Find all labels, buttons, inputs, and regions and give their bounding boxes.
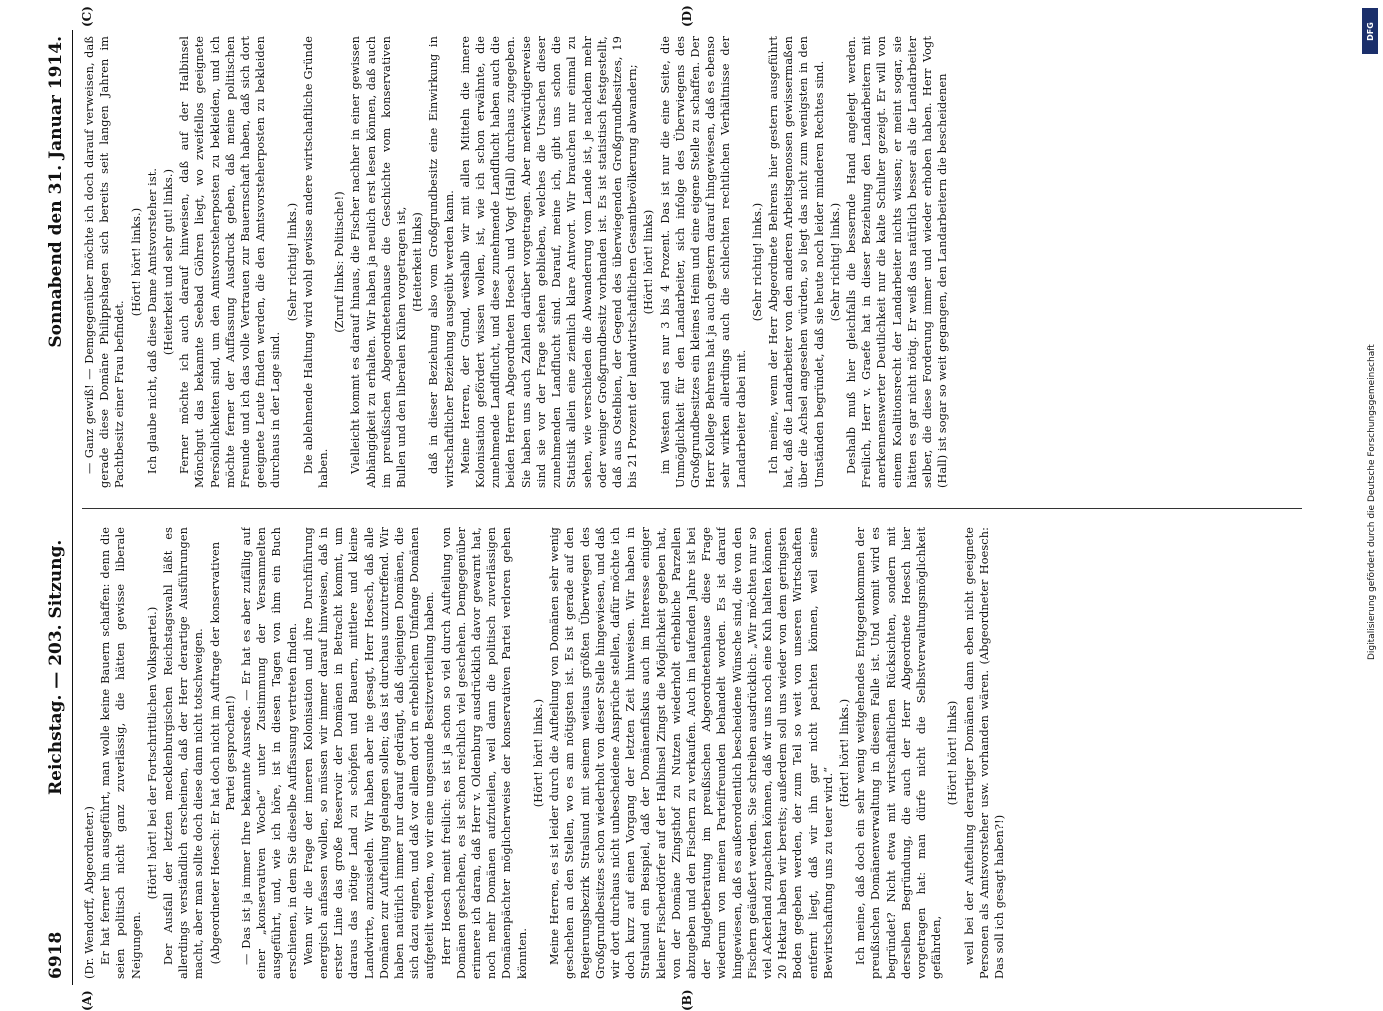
interjection: (Hört! hört! links.) — [129, 36, 144, 488]
rotated-page — [40, 30, 1315, 985]
margin-mark-a: (A) — [80, 990, 94, 1011]
dfg-logo — [1362, 8, 1378, 54]
digitization-credit — [1367, 60, 1381, 660]
paragraph: Ich glaube nicht, daß diese Dame Amtsvorsteher ist. — [145, 36, 160, 488]
paragraph: im Westen sind es nur 3 bis 4 Prozent. Das ist nur die eine Seite, die Unmöglichkeit für den Landarbeiter, sich infolge des Überwiegens des Großgrundbesitzes ein kleines Heim und eine eigene Stelle zu schaffen. Der Herr Kollege Behrens hat ja auch gestern darauf hingewiesen, daß es ebenso sehr wirken allerdings auch die schlechten rechtlichen Verhältnisse der Landarbeiter dabei mit. — [658, 36, 749, 488]
paragraph: Ich meine, daß doch ein sehr wenig weitgehendes Entgegenkommen der preußischen Domänenverwaltung in diesem Falle ist. Und womit wird es begründet? Nicht etwa mit wirtschaftlichen Rücksichten, sondern mit derselben Begründung, die auch der Herr Abgeordnete Hoesch hier vorgetragen hat: man dürfe nicht die Selbstverwaltungsmöglichkeit gefährden, — [853, 527, 944, 979]
left-column — [82, 527, 1307, 979]
interjection: (Zuruf links: Politische!) — [332, 36, 347, 488]
session-date: Sonnabend den 31. Januar 1914. — [46, 36, 66, 348]
paragraph: Deshalb muß hier gleichfalls die bessernde Hand angelegt werden. Freilich, Herr v. Graefe hat in dieser Beziehung den Landarbeitern mit anerkennenswerter Deutlichkeit nur die kalte Schulter gezeigt. Er will von einem Koalitionsrecht der Landarbeiter nichts wissen; er meint sogar, sie hätten es gar nicht nötig. Er weiß das natürlich besser als die Landarbeiter selber, die diese Forderung immer und wieder erhoben haben. Herr Vogt (Hall) ist sogar so weit gegangen, den Landarbeitern die bescheidenen — [844, 36, 950, 488]
paragraph: Der Ausfall der letzten mecklenburgischen Reichstagswahl läßt es allerdings verständlich erscheinen, daß der Herr derartige Ausführungen macht, aber man sollte doch diese dann nicht totschweigen. — [161, 527, 207, 979]
paragraph: Meine Herren, der Grund, weshalb wir mit allen Mitteln die innere Kolonisation gefördert wissen wollen, ist, wie ich schon erwähnte, die zunehmende Landflucht, und diese zunehmende Landflucht haben auch die beiden Herren Abgeordneten Hoesch und Vogt (Hall) durchaus zugegeben. Sie haben uns auch Zahlen darüber vorgetragen. Aber merkwürdigerweise sind sie vor der Frage stehen geblieben, welches die Ursachen dieser zunehmenden Landflucht sind. Darauf, meine ich, gibt uns schon die Statistik allein eine ziemlich klare Antwort. Wir brauchen nur einmal zu sehen, wie verschieden die Abwanderung vom Lande ist, je nachdem mehr oder weniger Großgrundbesitz vorhanden ist. Es ist statistisch festgestellt, daß aus Ostelbien, der Gegend des überwiegenden Großgrundbesitzes, 19 bis 21 Prozent der landwirtschaftlichen Gesamtbevölkerung abwandern; — [458, 36, 640, 488]
interjection: (Sehr richtig! links.) — [828, 36, 843, 488]
paragraph: Ich meine, wenn der Herr Abgeordnete Behrens hier gestern ausgeführt hat, daß die Landarbeiter von den anderen Arbeitsgenossen gewissermaßen über die Achsel angesehen würden, so liegt das nicht zum wenigsten in den Umständen begründet, daß sie heute noch leider minderen Rechtes sind. — [766, 36, 827, 488]
paragraph: Die ablehnende Haltung wird wohl gewisse andere wirtschaftliche Gründe haben. — [301, 36, 331, 488]
margin-mark-c: (C) — [80, 6, 94, 27]
interjection: (Sehr richtig! links.) — [285, 36, 300, 488]
paragraph: Er hat ferner hin ausgeführt, man wolle keine Bauern schaffen: denn die seien politisch nicht ganz zuverlässig, die hätten gewisse liberale Neigungen. — [98, 527, 144, 979]
interjection: (Hört! hört! bei der Fortschrittlichen Volkspartei.) — [145, 527, 160, 979]
paragraph: daß in dieser Beziehung also vom Großgrundbesitz eine Einwirkung in wirtschaftlicher Beziehung ausgeübt werden kann. — [426, 36, 456, 488]
interjection: (Abgeordneter Hoesch: Er hat doch nicht im Auftrage der konservativen Partei gesprochen!) — [208, 527, 238, 979]
interjection: (Hört! hört! links.) — [531, 527, 546, 979]
interjection: (Hört! hört! links) — [641, 36, 656, 488]
interjection: (Hört! hört! links.) — [837, 527, 852, 979]
page-number: 6918 — [46, 932, 66, 979]
margin-mark-b: (B) — [680, 990, 694, 1011]
paragraph: Meine Herren, es ist leider durch die Aufteilung von Domänen sehr wenig geschehen an den Stellen, wo es am nötigsten ist. Es ist gerade auf den Regierungsbezirk Stralsund mit seinem weitaus größten Überwiegen des Großgrundbesitzes schon wiederholt von dieser Stelle hingewiesen, und daß wir dort durchaus nicht unbescheidene Ansprüche stellen, dafür möchte ich doch kurz auf einen Vorgang der letzten Zeit hinweisen. Wir haben in Stralsund ein Beispiel, daß der Domänenfiskus auch im Interesse einiger kleiner Fischerdörfer auf der Halbinsel Zingst die Möglichkeit gegeben hat, von der Domäne Zingsthof zu Nutzen wiederholt erhebliche Parzellen abzugeben und den Fischern zu verkaufen. Auch im laufenden Jahre ist bei der Budgetberatung im preußischen Abgeordnetenhause diese Frage wiederum von meinen Parteifreunden behandelt worden. Es ist darauf hingewiesen, daß es außerordentlich bescheidene Wünsche sind, die von den Fischern geäußert werden. Sie schreiben ausdrücklich: „Wir möchten nur so viel Ackerland zupachten können, daß wir uns noch eine Kuh halten können. 20 Hektar haben wir bereits; außerdem soll uns wieder von dem geringsten Boden gegeben werden, der zum Teil so weit von unseren Wirtschaften entfernt liegt, daß wir ihn gar nicht pachten können, weil seine Bewirtschaftung uns zu teuer wird.“ — [547, 527, 836, 979]
interjection: (Heiterkeit und sehr gut! links.) — [161, 36, 176, 488]
margin-mark-d: (D) — [680, 5, 694, 27]
dfg-logo-label: DFG — [1366, 22, 1375, 41]
column-divider — [82, 508, 1302, 509]
speaker-line: (Dr. Wendorff, Abgeordneter.) — [82, 527, 97, 979]
digitization-credit-text: Digitalisierung gefördert durch die Deutsche Forschungsgemeinschaft — [1367, 344, 1377, 660]
paragraph: Herr Hoesch meint freilich: es ist ja schon so viel durch Aufteilung von Domänen geschehen, es ist schon reichlich viel geschehen. Demgegenüber erinnere ich daran, daß Herr v. Oldenburg ausdrücklich davor gewarnt hat, noch mehr Domänen aufzuteilen, weil dann die politisch zuverlässigen Domänenpächter möglicherweise der konservativen Partei verloren gehen könnten. — [439, 527, 530, 979]
interjection: (Sehr richtig! links.) — [750, 36, 765, 488]
paragraph: Ferner möchte ich auch darauf hinweisen, daß auf der Halbinsel Mönchgut das bekannte Seebad Göhren liegt, wo zweifellos geeignete Persönlichkeiten sind, um den Amtsvorsteherposten zu bekleiden, und ich möchte ferner der Auffassung Ausdruck geben, daß meine politischen Freunde und ich das volle Vertrauen zur Bauernschaft haben, daß sich dort geeignete Leute finden werden, die den Amtsvorsteherposten zu bekleiden durchaus in der Lage sind. — [177, 36, 283, 488]
page-header — [40, 30, 73, 985]
right-column — [82, 36, 1307, 488]
paragraph: weil bei der Aufteilung derartiger Domänen dann eben nicht geeignete Personen als Amtsvorsteher usw. vorhanden wären. (Abgeordneter Hoesch: Das soll ich gesagt haben?!) — [962, 527, 1008, 979]
paragraph: Vielleicht kommt es darauf hinaus, die Fischer nachher in einer gewissen Abhängigkeit zu erhalten. Wir haben ja neulich erst lesen können, daß auch im preußischen Abgeordnetenhause die Geschichte vom konservativen Bullen und den liberalen Kühen vorgetragen ist, — [348, 36, 409, 488]
paragraph: Wenn wir die Frage der inneren Kolonisation und ihre Durchführung energisch anfassen wollen, so müssen wir immer darauf hinweisen, daß in erster Linie das große Reservoir der Domänen in Betracht kommt, um daraus das nötige Land zu schöpfen und Bauern, mittlere und kleine Landwirte, anzusiedeln. Wir haben aber nie gesagt, Herr Hoesch, daß alle Domänen zur Aufteilung gelangen sollen; das ist durchaus unzutreffend. Wir haben natürlich immer nur darauf gedrängt, daß diejenigen Domänen, die sich dazu eignen, und daß vor allem dort in erheblichem Umfange Domänen aufgeteilt werden, wo wir eine ungesunde Besitzverteilung haben. — [301, 527, 438, 979]
interjection: (Heiterkeit links) — [410, 36, 425, 488]
paragraph: — Ganz gewiß! — Demgegenüber möchte ich doch darauf verweisen, daß gerade diese Domäne Philippshagen sich bereits seit langen Jahren im Pachtbesitz einer Frau befindet. — [82, 36, 128, 488]
session-title: Reichstag. — 203. Sitzung. — [46, 540, 66, 795]
paragraph: — Das ist ja immer Ihre bekannte Ausrede. — Er hat es aber zufällig auf einer „konservativen Woche“ unter Zustimmung der Versammelten ausgeführt, und, wie ich höre, ist in diesen Tagen von ihm ein Buch erschienen, in dem Sie dieselbe Auffassung vertreten finden. — [239, 527, 300, 979]
interjection: (Hört! hört! links) — [945, 527, 960, 979]
